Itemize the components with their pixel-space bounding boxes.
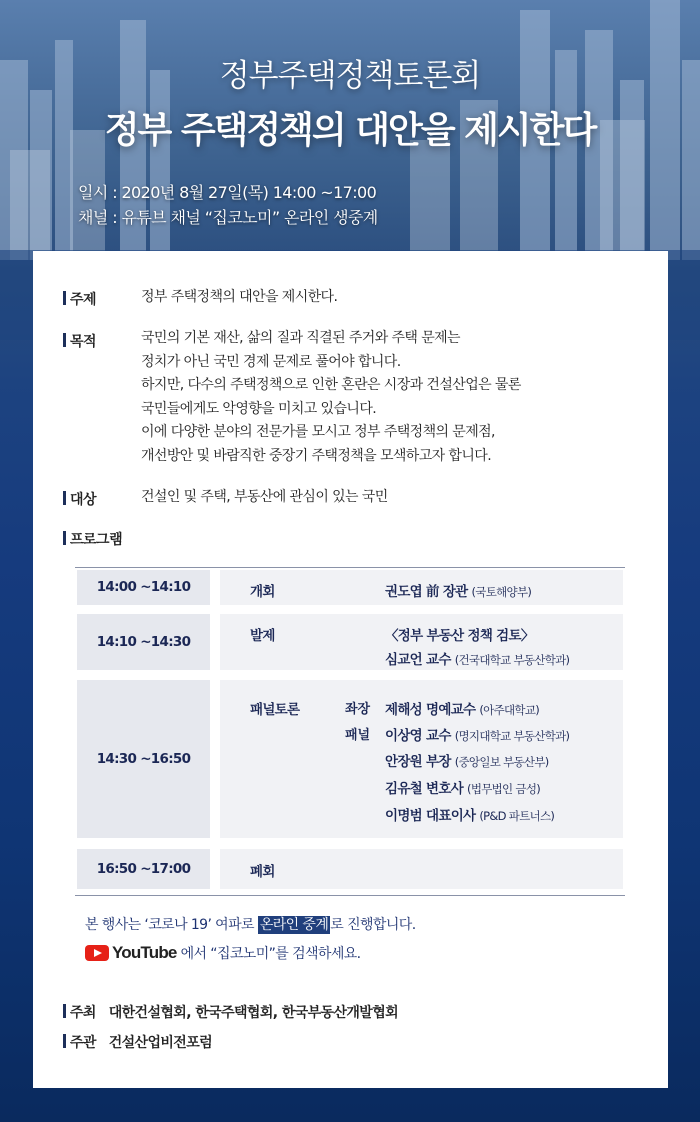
- session-cell: 패널토론 좌장 제해성 명예교수 (아주대학교) 패널 이상영 교수 (명지대학교 부동산학과) 안장원 부장 (중앙일보 부동산부) 김유철 변호사 (법무법인 금성) 이명범 대표이사 (P&D 파트너스): [220, 680, 623, 838]
- program-table: [75, 567, 625, 896]
- time-cell: 14:30 ~16:50: [77, 680, 210, 838]
- session-cell: 폐회: [220, 849, 623, 889]
- youtube-wordmark: YouTube: [112, 943, 177, 962]
- purpose-label: 목적: [63, 331, 96, 351]
- time-cell: 14:00 ~14:10: [77, 570, 210, 605]
- time-cell: 14:10 ~14:30: [77, 614, 210, 670]
- info-card: [33, 251, 668, 1088]
- session-cell: 개회 권도엽 前 장관 (국토해양부): [220, 570, 623, 605]
- theme-label: 주제: [63, 289, 96, 309]
- panelist: 이명범 대표이사 (P&D 파트너스): [385, 808, 555, 824]
- event-channel: 채널 : 유튜브 채널 “집코노미” 온라인 생중계: [78, 208, 378, 227]
- theme-text: 정부 주택정책의 대안을 제시한다.: [141, 289, 338, 305]
- time-cell: 16:50 ~17:00: [77, 849, 210, 889]
- program-label: 프로그램: [63, 529, 122, 549]
- panel-role: 패널: [345, 728, 371, 743]
- session-cell: 발제 〈정부 부동산 정책 검토〉 심교언 교수 (건국대학교 부동산학과): [220, 614, 623, 670]
- event-title: 정부 주택정책의 대안을 제시한다: [104, 110, 596, 151]
- event-subtitle: 정부주택정책토론회: [219, 58, 481, 94]
- panelist: 제해성 명예교수 (아주대학교): [385, 702, 540, 718]
- panelist: 안장원 부장 (중앙일보 부동산부): [385, 754, 549, 770]
- panel-role: 좌장: [345, 702, 371, 717]
- target-text: 건설인 및 주택, 부동산에 관심이 있는 국민: [141, 489, 388, 505]
- online-notice: 본 행사는 ‘코로나 19’ 여파로 온라인 중계 로 진행합니다.: [85, 917, 416, 933]
- target-label: 대상: [63, 489, 96, 509]
- panelist: 이상영 교수 (명지대학교 부동산학과): [385, 728, 570, 744]
- online-highlight: 온라인 중계: [259, 917, 329, 933]
- manager-line: 주관 건설산업비전포럼: [63, 1032, 212, 1052]
- event-date: 일시 : 2020년 8월 27일(목) 14:00 ~17:00: [78, 183, 377, 202]
- panelist: 김유철 변호사 (법무법인 금성): [385, 781, 541, 797]
- youtube-icon: [85, 945, 109, 961]
- purpose-text: 국민의 기본 재산, 삶의 질과 직결된 주거와 주택 문제는 정치가 아닌 국민 경제 문제로 풀어야 합니다. 하지만, 다수의 주택정책으로 인한 혼란은 시장과 건설산업은 물론 국민들에게도 악영향을 미치고 있습니다. 이에 다양한 분야의 전문가를 모시고 정부 주택정책의 문제점, 개선방안 및 바람직한 중장기 주택정책을 모색하고자 합니다.: [141, 330, 521, 464]
- youtube-search-notice: YouTube 에서 “집코노미”를 검색하세요.: [85, 943, 361, 963]
- host-line: 주최 대한건설협회, 한국주택협회, 한국부동산개발협회: [63, 1002, 398, 1022]
